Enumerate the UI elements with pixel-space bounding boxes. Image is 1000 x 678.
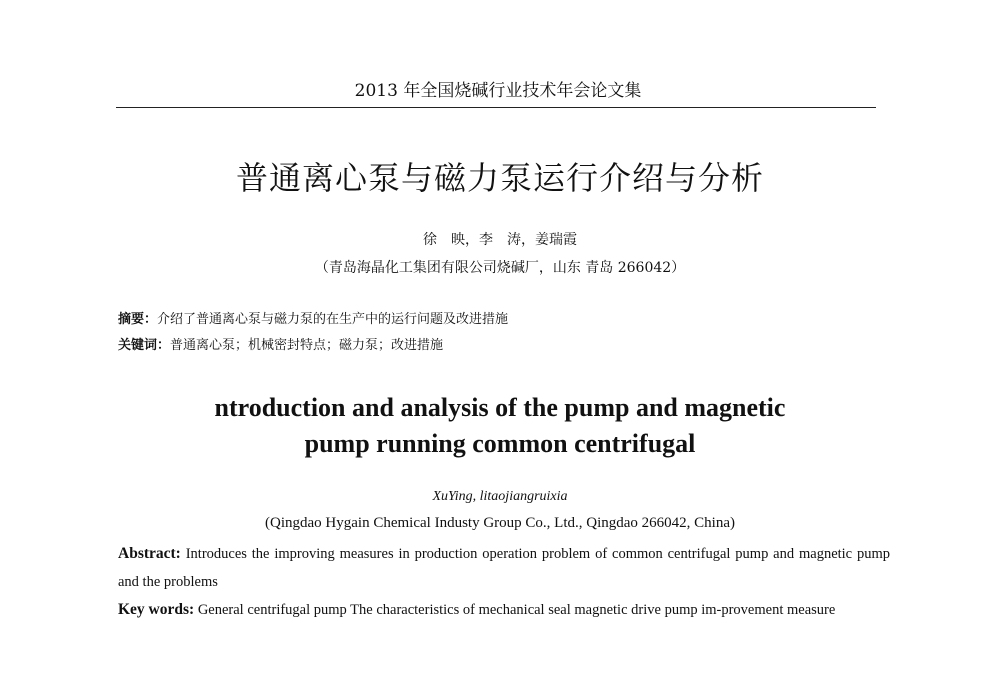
affiliation-cn: （青岛海晶化工集团有限公司烧碱厂，山东 青岛 266042） [314,260,686,276]
abstract-en-label: Abstract: [118,545,181,562]
paper-title-cn: 普通离心泵与磁力泵运行介绍与分析 [235,159,764,197]
keywords-cn-text: 普通离心泵；机械密封特点；磁力泵；改进措施 [170,338,444,353]
running-header: 2013 年全国烧碱行业技术年会论文集 [354,81,642,101]
keywords-cn [118,336,898,356]
paper-title-en-line1: ntroduction and analysis of the pump and magnetic [214,393,786,422]
abstract-cn-label: 摘要： [118,312,158,327]
abstract-en [118,540,890,596]
authors-en: XuYing, litaojiangruixia [432,489,568,504]
keywords-en-text: General centrifugal pump The characteristics of mechanical seal magnetic drive pump im-provement measure [197,602,836,618]
affiliation-en: (Qingdao Hygain Chemical Industy Group Co., Ltd., Qingdao 266042, China) [265,515,735,531]
abstract-en-text: Introduces the improving measures in production operation problem of common centrifugal pump and magnetic pump and the problems [118,546,891,590]
abstract-cn [118,310,898,330]
header-divider [116,107,876,108]
paper-title-en-line2: pump running common centrifugal [304,429,696,458]
paper-title-en [0,390,1000,462]
keywords-en [118,596,890,624]
authors-cn: 徐 映，李 涛，姜瑞霞 [423,232,577,248]
keywords-en-label: Key words: [118,601,195,618]
abstract-cn-text: 介绍了普通离心泵与磁力泵的在生产中的运行问题及改进措施 [157,312,509,327]
keywords-cn-label: 关键词： [118,338,171,353]
